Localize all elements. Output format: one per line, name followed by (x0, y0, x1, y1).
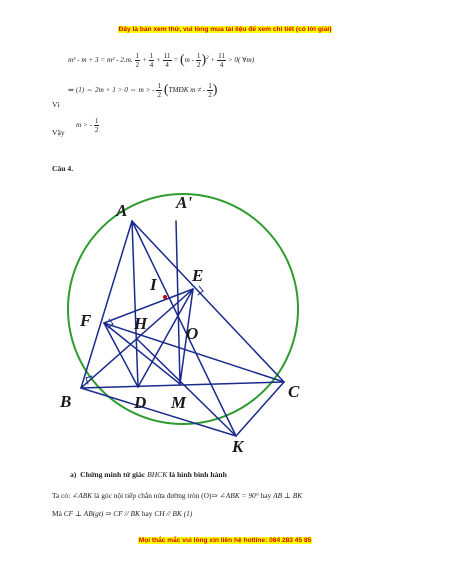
paren-close: ) (201, 52, 207, 68)
circumcircle (68, 194, 298, 424)
vay-label: Vậy (52, 128, 65, 137)
proof-start: Ta có: (52, 491, 71, 500)
part-a-label: a) (70, 470, 77, 479)
eq1-tail: > 0( ∀m) (227, 56, 255, 65)
proof-eq: ∠ABK = 90° (219, 491, 259, 500)
part-a-heading (70, 470, 227, 479)
eq2-paren: TMĐK m ≠ - (168, 86, 206, 95)
label-A: A (116, 201, 128, 220)
proof-end: CH // BK (1) (154, 509, 193, 518)
conclusion-expr (76, 117, 99, 134)
frac-num: 11 (163, 52, 171, 60)
proof-start: Mà (52, 509, 62, 518)
label-E: E (192, 266, 204, 285)
eq1-frac-q3 (217, 52, 226, 69)
proof-hay: hay (141, 509, 153, 518)
part-a-end: là hình bình hành (169, 470, 227, 479)
eq1-exponent: 2 (206, 55, 209, 61)
frac-num: 1 (135, 52, 140, 60)
label-H: H (134, 314, 148, 333)
frac-num: 1 (157, 82, 162, 90)
equation-line-2 (68, 82, 217, 99)
eq1-frac-q1 (149, 52, 155, 69)
frac-num: 1 (94, 117, 99, 125)
proof-line-2 (52, 509, 192, 518)
frac-num: 1 (196, 52, 201, 60)
frac-num: 1 (208, 82, 212, 90)
equation-line-1 (68, 52, 254, 69)
label-D: D (134, 393, 147, 412)
frac-den: 2 (94, 126, 99, 134)
geometry-figure (48, 188, 308, 456)
eq1-frac-half (135, 52, 141, 69)
bottom-banner-text: Mọi thắc mắc vui lòng xin liên hệ hotline: 084 283 45 85 (138, 537, 312, 544)
top-banner (0, 26, 450, 33)
vay-expr: m > - (76, 121, 93, 130)
proof-hay: hay (260, 491, 272, 500)
label-Aprime: A' (176, 193, 193, 212)
proof-angle: ∠ABK (72, 491, 93, 500)
paren-open: ( (163, 82, 169, 98)
eq1-op: = (173, 56, 179, 65)
frac-den: 4 (149, 61, 154, 69)
label-C: C (288, 382, 300, 401)
segment-CK (236, 382, 284, 436)
label-O: O (186, 324, 199, 343)
frac-num: 11 (218, 52, 225, 60)
paren-close: ) (212, 82, 218, 98)
frac-den: 2 (157, 91, 162, 99)
proof-mid: là góc nội tiếp chắn nửa đường tròn (O)⇒ (94, 491, 218, 500)
frac-num: 1 (149, 52, 154, 60)
point-I (163, 295, 167, 299)
part-a-var: BHCK (147, 470, 168, 479)
label-M: M (171, 393, 187, 412)
part-a-text: Chứng minh tứ giác (80, 470, 146, 479)
eq1-op: + (210, 56, 216, 65)
label-I: I (150, 275, 157, 294)
proof-math: CF ⊥ AB(gt) ⇒ CF // BK (63, 509, 140, 518)
eq1-op: + (141, 56, 147, 65)
label-B: B (60, 392, 72, 411)
frac-den: 4 (219, 61, 224, 69)
frac-den: 4 (165, 61, 169, 69)
top-banner-text: Đây là bản xem thử, vui lòng mua tài liệu để xem chi tiết (có lời giải) (118, 26, 332, 33)
frac-den: 2 (196, 61, 201, 69)
segment-BK (81, 388, 236, 436)
eq1-op: + (155, 56, 161, 65)
paren-open: ( (179, 52, 185, 68)
eq1-sq-open: m - (184, 56, 195, 65)
proof-end: AB ⊥ BK (273, 491, 303, 500)
label-K: K (232, 437, 244, 456)
proof-line-1 (52, 491, 302, 500)
question-title: Câu 4. (52, 164, 74, 173)
eq1-left: m² - m + 3 = m² - 2.m. (68, 56, 133, 65)
altitude-AD (132, 221, 138, 387)
eq1-frac-q2 (163, 52, 172, 69)
vi-label: Vì (52, 100, 60, 109)
label-F: F (80, 311, 92, 330)
vay-frac (94, 117, 100, 134)
segment-AB (81, 221, 132, 388)
bottom-banner (0, 537, 450, 544)
frac-den: 2 (208, 91, 212, 99)
frac-den: 2 (135, 61, 140, 69)
eq2-frac (156, 82, 162, 99)
eq2-main: ⇒ (1) ⇔ 2m + 1 > 0 ⇔ m > - (68, 86, 155, 95)
